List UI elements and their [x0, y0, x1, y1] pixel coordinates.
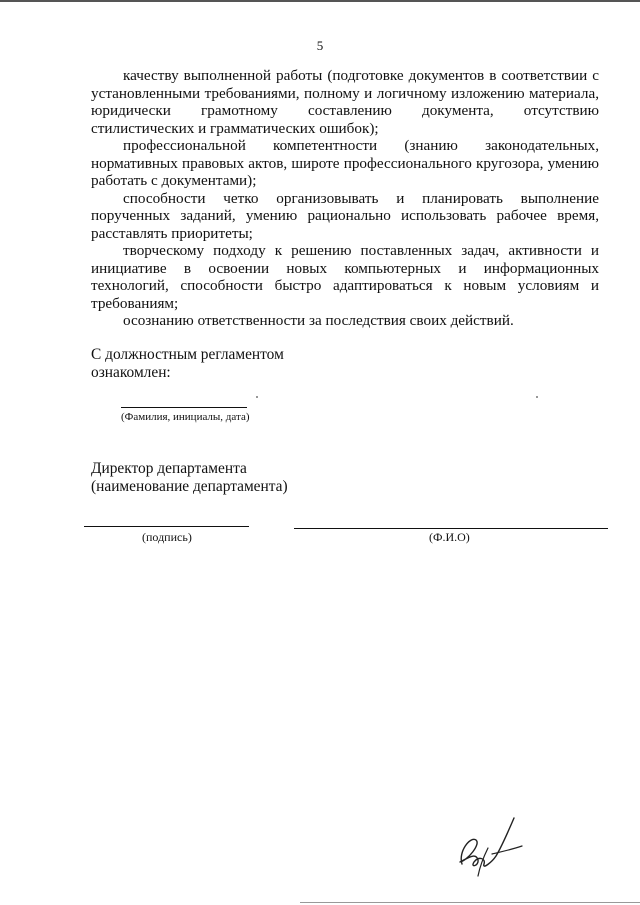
acknowledgement-block	[91, 346, 284, 382]
paragraph-professional-competence: профессиональной компетентности (знанию законодательных, нормативных правовых актов, широте профессионального кругозора, умению работать с документами);	[91, 137, 599, 189]
director-signature-line	[84, 526, 249, 527]
scan-speck	[256, 396, 258, 398]
name-caption: (Ф.И.О)	[429, 530, 470, 544]
director-name-line	[294, 528, 608, 529]
regulation-text	[91, 67, 599, 330]
paragraph-work-quality: качеству выполненной работы (подготовке документов в соответствии с установленными требованиями, полному и логичному изложению материала, юридически грамотному составлению документа, отсутствию стилистических и грамматических ошибок);	[91, 67, 599, 137]
handwritten-signature	[448, 812, 528, 882]
top-scan-border	[0, 0, 640, 2]
signature-caption: (подпись)	[142, 530, 192, 544]
paragraph-creative-approach: творческому подходу к решению поставленных задач, активности и инициативе в освоении новых компьютерных и информационных технологий, способности быстро адаптироваться к новым условиям и требованиям;	[91, 242, 599, 312]
director-title: Директор департамента	[91, 460, 247, 477]
acknowledgement-signature-line	[121, 407, 247, 408]
director-block	[91, 460, 288, 496]
paragraph-responsibility: осознанию ответственности за последствия своих действий.	[123, 312, 514, 329]
acknowledgement-line-2: ознакомлен:	[91, 364, 171, 381]
bottom-scan-border	[300, 902, 640, 903]
paragraph-organization-ability: способности четко организовывать и планировать выполнение порученных заданий, умению рационально использовать рабочее время, расставлять приоритеты;	[91, 189, 599, 242]
acknowledgement-line-1: С должностным регламентом	[91, 346, 284, 363]
director-department: (наименование департамента)	[91, 478, 288, 495]
acknowledgement-caption: (Фамилия, инициалы, дата)	[121, 411, 250, 423]
scan-speck	[536, 396, 538, 398]
page-number: 5	[316, 38, 324, 53]
